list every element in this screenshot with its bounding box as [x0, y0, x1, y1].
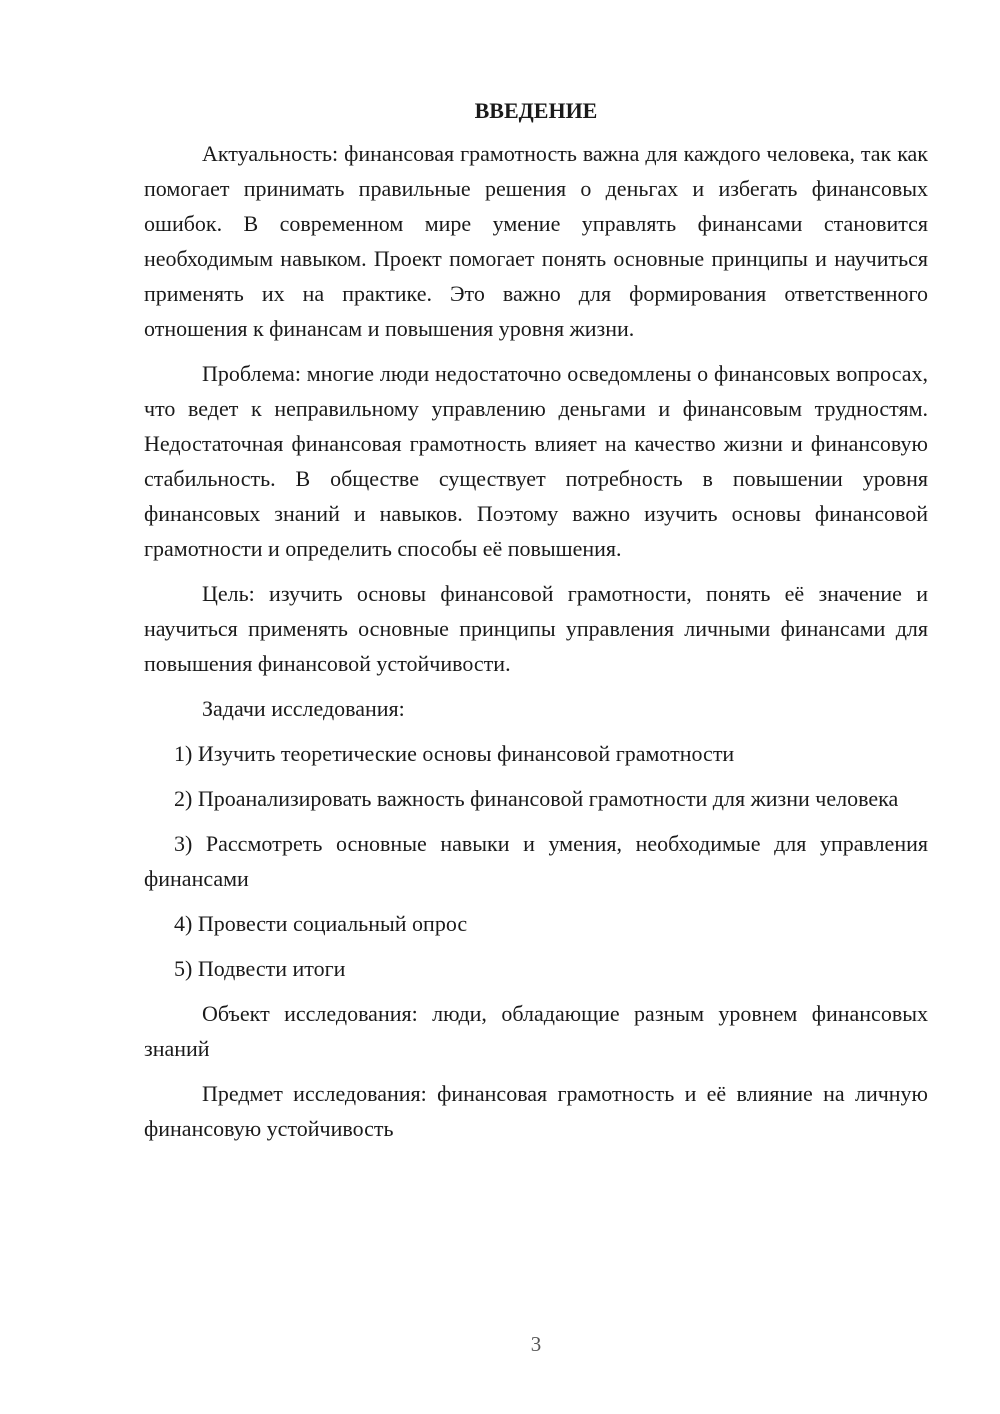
task-item-3: 3) Рассмотреть основные навыки и умения, необходимые для управления финансами [144, 831, 928, 891]
problem-paragraph: Проблема: многие люди недостаточно осведомлены о финансовых вопросах, что ведет к неправильному управлению деньгами и финансовым трудностям. Недостаточная финансовая грамотность влияет на качество жизни и финансовую стабильность. В обществе существует потребность в повышении уровня финансовых знаний и навыков. Поэтому важно изучить основы финансовой грамотности и определить способы её повышения. [144, 361, 928, 561]
subject-paragraph: Предмет исследования: финансовая грамотность и её влияние на личную финансовую устойчивость [144, 1081, 928, 1141]
object-paragraph: Объект исследования: люди, обладающие разным уровнем финансовых знаний [144, 1001, 928, 1061]
goal-paragraph: Цель: изучить основы финансовой грамотности, понять её значение и научиться применять основные принципы управления личными финансами для повышения финансовой устойчивости. [144, 581, 928, 676]
task-item-5: 5) Подвести итоги [174, 956, 346, 981]
task-item-1: 1) Изучить теоретические основы финансовой грамотности [174, 741, 735, 766]
page-number: 3 [530, 1332, 542, 1356]
task-item-4: 4) Провести социальный опрос [174, 911, 468, 936]
relevance-paragraph: Актуальность: финансовая грамотность важна для каждого человека, так как помогает принимать правильные решения о деньгах и избегать финансовых ошибок. В современном мире умение управлять финансами становится необходимым навыком. Проект помогает понять основные принципы и научиться применять их на практике. Это важно для формирования ответственного отношения к финансам и повышения уровня жизни. [144, 141, 928, 341]
document-page [144, 96, 928, 1156]
tasks-heading: Задачи исследования: [202, 696, 405, 721]
task-item-2: 2) Проанализировать важность финансовой грамотности для жизни человека [174, 786, 899, 811]
section-title: ВВЕДЕНИЕ [474, 98, 598, 123]
